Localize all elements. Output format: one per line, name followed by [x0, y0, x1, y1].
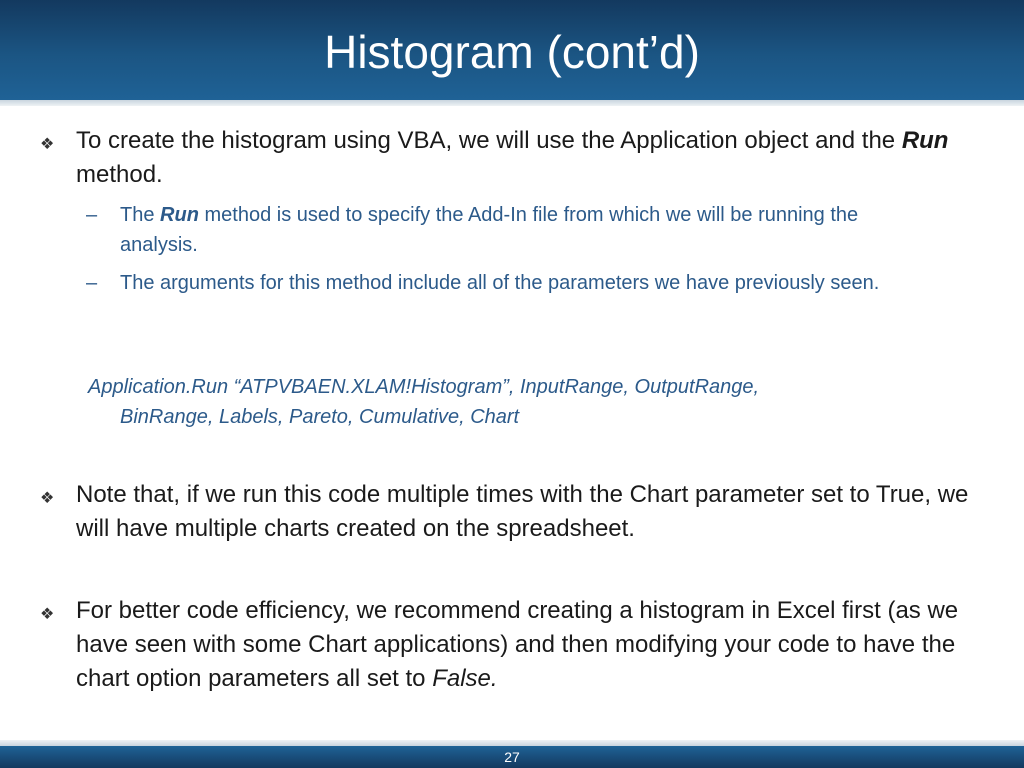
bullet-text: For better code efficiency, we recommend creating a histogram in Excel first (as we have seen with some Chart applications) and then modifying your code to have the chart option parameters all set to	[76, 597, 959, 692]
bullet-item	[40, 594, 996, 696]
sub-bullet-emphasis: Run	[160, 204, 199, 226]
dash-bullet-icon: –	[86, 204, 98, 226]
bullet-item	[40, 478, 996, 546]
page-number: 27	[504, 749, 520, 765]
title-bar-divider	[0, 100, 1024, 106]
code-example	[88, 372, 968, 432]
sub-bullet-text: The	[120, 204, 161, 226]
bullet-text: Note that, if we run this code multiple times with the Chart parameter set to True, we will have multiple charts created on the spreadsheet.	[76, 481, 969, 542]
sub-bullet-item	[86, 200, 940, 260]
bullet-text-end: method.	[76, 161, 163, 188]
dash-bullet-icon: –	[86, 272, 98, 294]
diamond-bullet-icon: ❖	[40, 136, 55, 153]
code-line-2: BinRange, Labels, Pareto, Cumulative, Chart	[120, 406, 520, 428]
diamond-bullet-icon: ❖	[40, 606, 55, 623]
code-line-1: Application.Run “ATPVBAEN.XLAM!Histogram”, InputRange, OutputRange,	[88, 376, 760, 398]
sub-bullet-text: The arguments for this method include all of the parameters we have previously seen.	[120, 272, 880, 294]
bullet-text: To create the histogram using VBA, we will use the Application object and the	[76, 127, 902, 154]
diamond-bullet-icon: ❖	[40, 490, 55, 507]
sub-bullet-item	[86, 268, 940, 298]
bullet-emphasis: Run	[901, 127, 949, 154]
bullet-emphasis: False.	[432, 665, 498, 692]
slide-title: Histogram (cont’d)	[324, 26, 700, 78]
bullet-item	[40, 124, 996, 192]
sub-bullet-text-end: method is used to specify the Add-In file from which we will be running the analysis.	[120, 204, 859, 256]
